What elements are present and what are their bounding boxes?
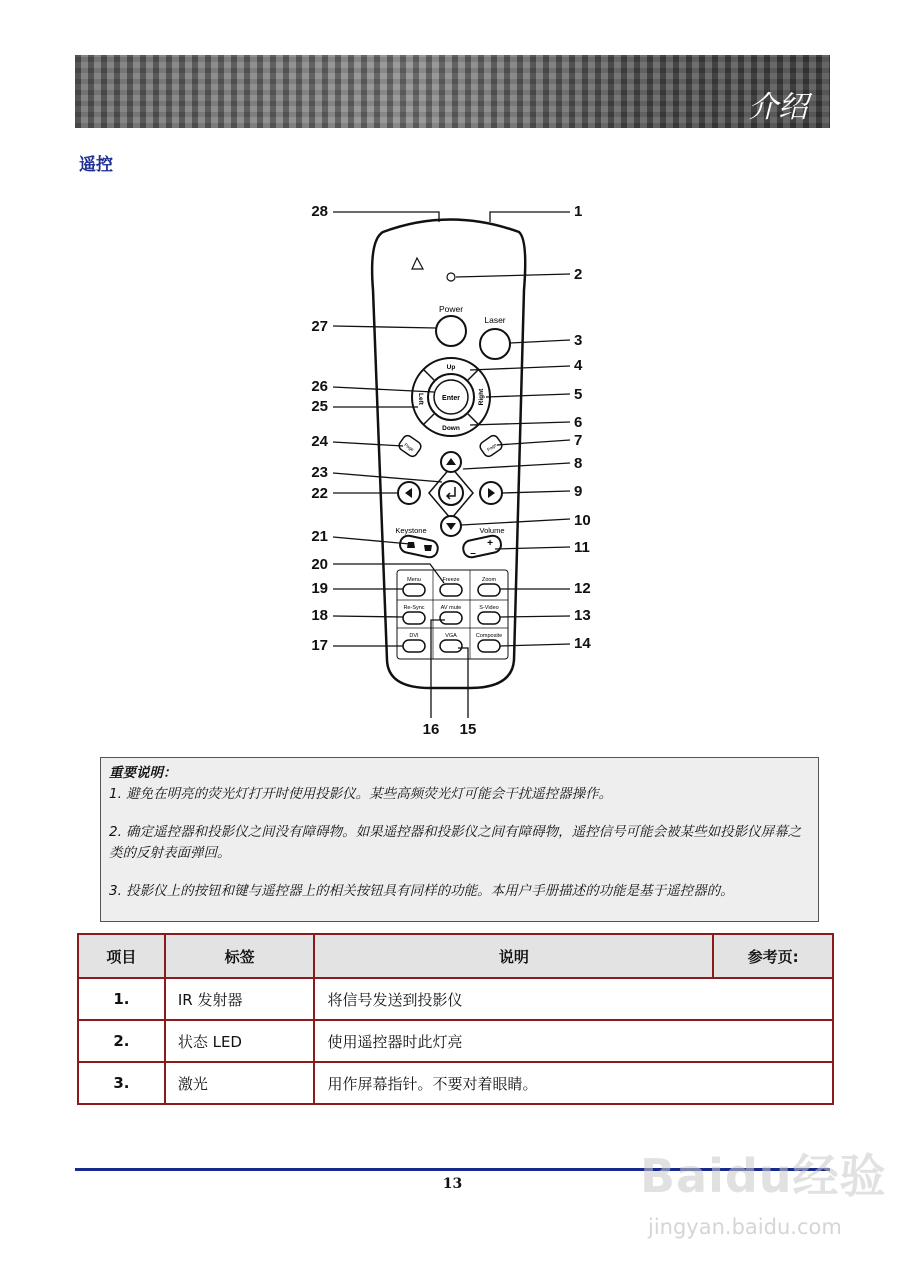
callout-20: 20 [311,556,328,573]
callout-12: 12 [574,580,591,597]
callout-8: 8 [574,455,583,472]
note-item-1: 1. 避免在明亮的荧光灯打开时使用投影仪。某些高频荧光灯可能会干扰遥控器操作。 [109,786,613,802]
dvi-label: DVI [409,633,419,639]
callout-17: 17 [311,637,328,654]
row-label: IR 发射器 [165,978,315,1020]
freeze-label: Freeze [442,577,460,583]
row-description: 将信号发送到投影仪 [314,978,833,1020]
callout-26: 26 [311,378,328,395]
note-title: 重要说明： [109,765,177,781]
banner-title: 介绍 [748,90,808,125]
callout-23: 23 [311,464,328,481]
watermark-url: jingyan.baidu.com [648,1215,842,1239]
composite-button [478,640,500,652]
section-title: 遥控 [79,155,113,175]
remote-diagram [300,195,610,740]
callout-28: 28 [311,203,328,220]
callout-15: 15 [459,721,477,738]
callout-7: 7 [574,432,583,449]
callout-22: 22 [311,485,328,502]
header-item: 项目 [78,934,165,978]
svg-text:Page: Page [486,442,498,453]
callout-10: 10 [574,512,591,529]
row-item: 2. [78,1020,165,1062]
table-row [78,1020,833,1062]
vga-button [440,640,462,652]
resync-button [403,612,425,624]
header-ref-page: 参考页: [713,934,833,978]
svideo-button [478,612,500,624]
callout-25: 25 [311,398,328,415]
status-led [447,273,455,281]
keystone-label: Keystone [395,526,427,535]
dvi-button [403,640,425,652]
down-label: Down [442,425,460,432]
callout-3: 3 [574,332,583,349]
composite-label: Composite [475,633,503,639]
callout-19: 19 [311,580,328,597]
up-label: Up [446,364,456,371]
callout-18: 18 [311,607,328,624]
menu-label: Menu [407,577,421,583]
zoom-button [478,584,500,596]
svg-text:–: – [470,548,476,559]
table-row [78,978,833,1020]
callout-13: 13 [574,607,591,624]
callout-4: 4 [574,357,583,374]
avmute-label: AV mute [440,605,462,611]
table-header-row [78,934,833,978]
note-item-2: 2. 确定遥控器和投影仪之间没有障碍物。如果遥控器和投影仪之间有障碍物，遥控信号可能会被某些如投影仪屏幕之类的反射表面弹回。 [109,824,802,861]
important-note [100,757,819,922]
callout-16: 16 [422,721,440,738]
header-label: 标签 [165,934,315,978]
callout-2: 2 [574,266,583,283]
svg-text:Page: Page [403,442,415,453]
header-banner [75,55,830,128]
watermark-logo: Baidu经验 [640,1149,887,1203]
table-row [78,1062,833,1104]
zoom-label: Zoom [481,577,497,583]
callout-6: 6 [574,414,583,431]
laser-label: Laser [484,315,506,325]
header-description: 说明 [314,934,713,978]
svg-text:+: + [487,538,493,549]
callout-9: 9 [574,483,583,500]
mouse-click-button [439,481,463,505]
enter-label: Enter [442,395,460,402]
button-spec-table [77,933,834,1105]
page-number: 13 [442,1176,463,1192]
freeze-button [440,584,462,596]
callout-21: 21 [311,528,328,545]
row-description: 用作屏幕指针。不要对着眼睛。 [314,1062,833,1104]
avmute-button [440,612,462,624]
row-item: 3. [78,1062,165,1104]
power-button [436,316,466,346]
row-description: 使用遥控器时此灯亮 [314,1020,833,1062]
power-label: Power [438,304,464,314]
callout-24: 24 [311,433,328,450]
right-label: Right [478,388,485,406]
callout-27: 27 [311,318,328,335]
svideo-label: S-Video [479,605,499,611]
row-label: 激光 [165,1062,315,1104]
note-item-3: 3. 投影仪上的按钮和键与遥控器上的相关按钮具有同样的功能。本用户手册描述的功能是基于遥控器的。 [109,883,734,899]
callout-5: 5 [574,386,583,403]
laser-button [480,329,510,359]
row-label: 状态 LED [165,1020,315,1062]
resync-label: Re-Sync [403,605,425,611]
callout-14: 14 [574,635,591,652]
callout-11: 11 [574,539,590,556]
left-label: Left [417,393,424,405]
row-item: 1. [78,978,165,1020]
volume-label: Volume [479,526,505,535]
vga-label: VGA [445,633,457,639]
menu-button [403,584,425,596]
callout-1: 1 [574,203,583,220]
